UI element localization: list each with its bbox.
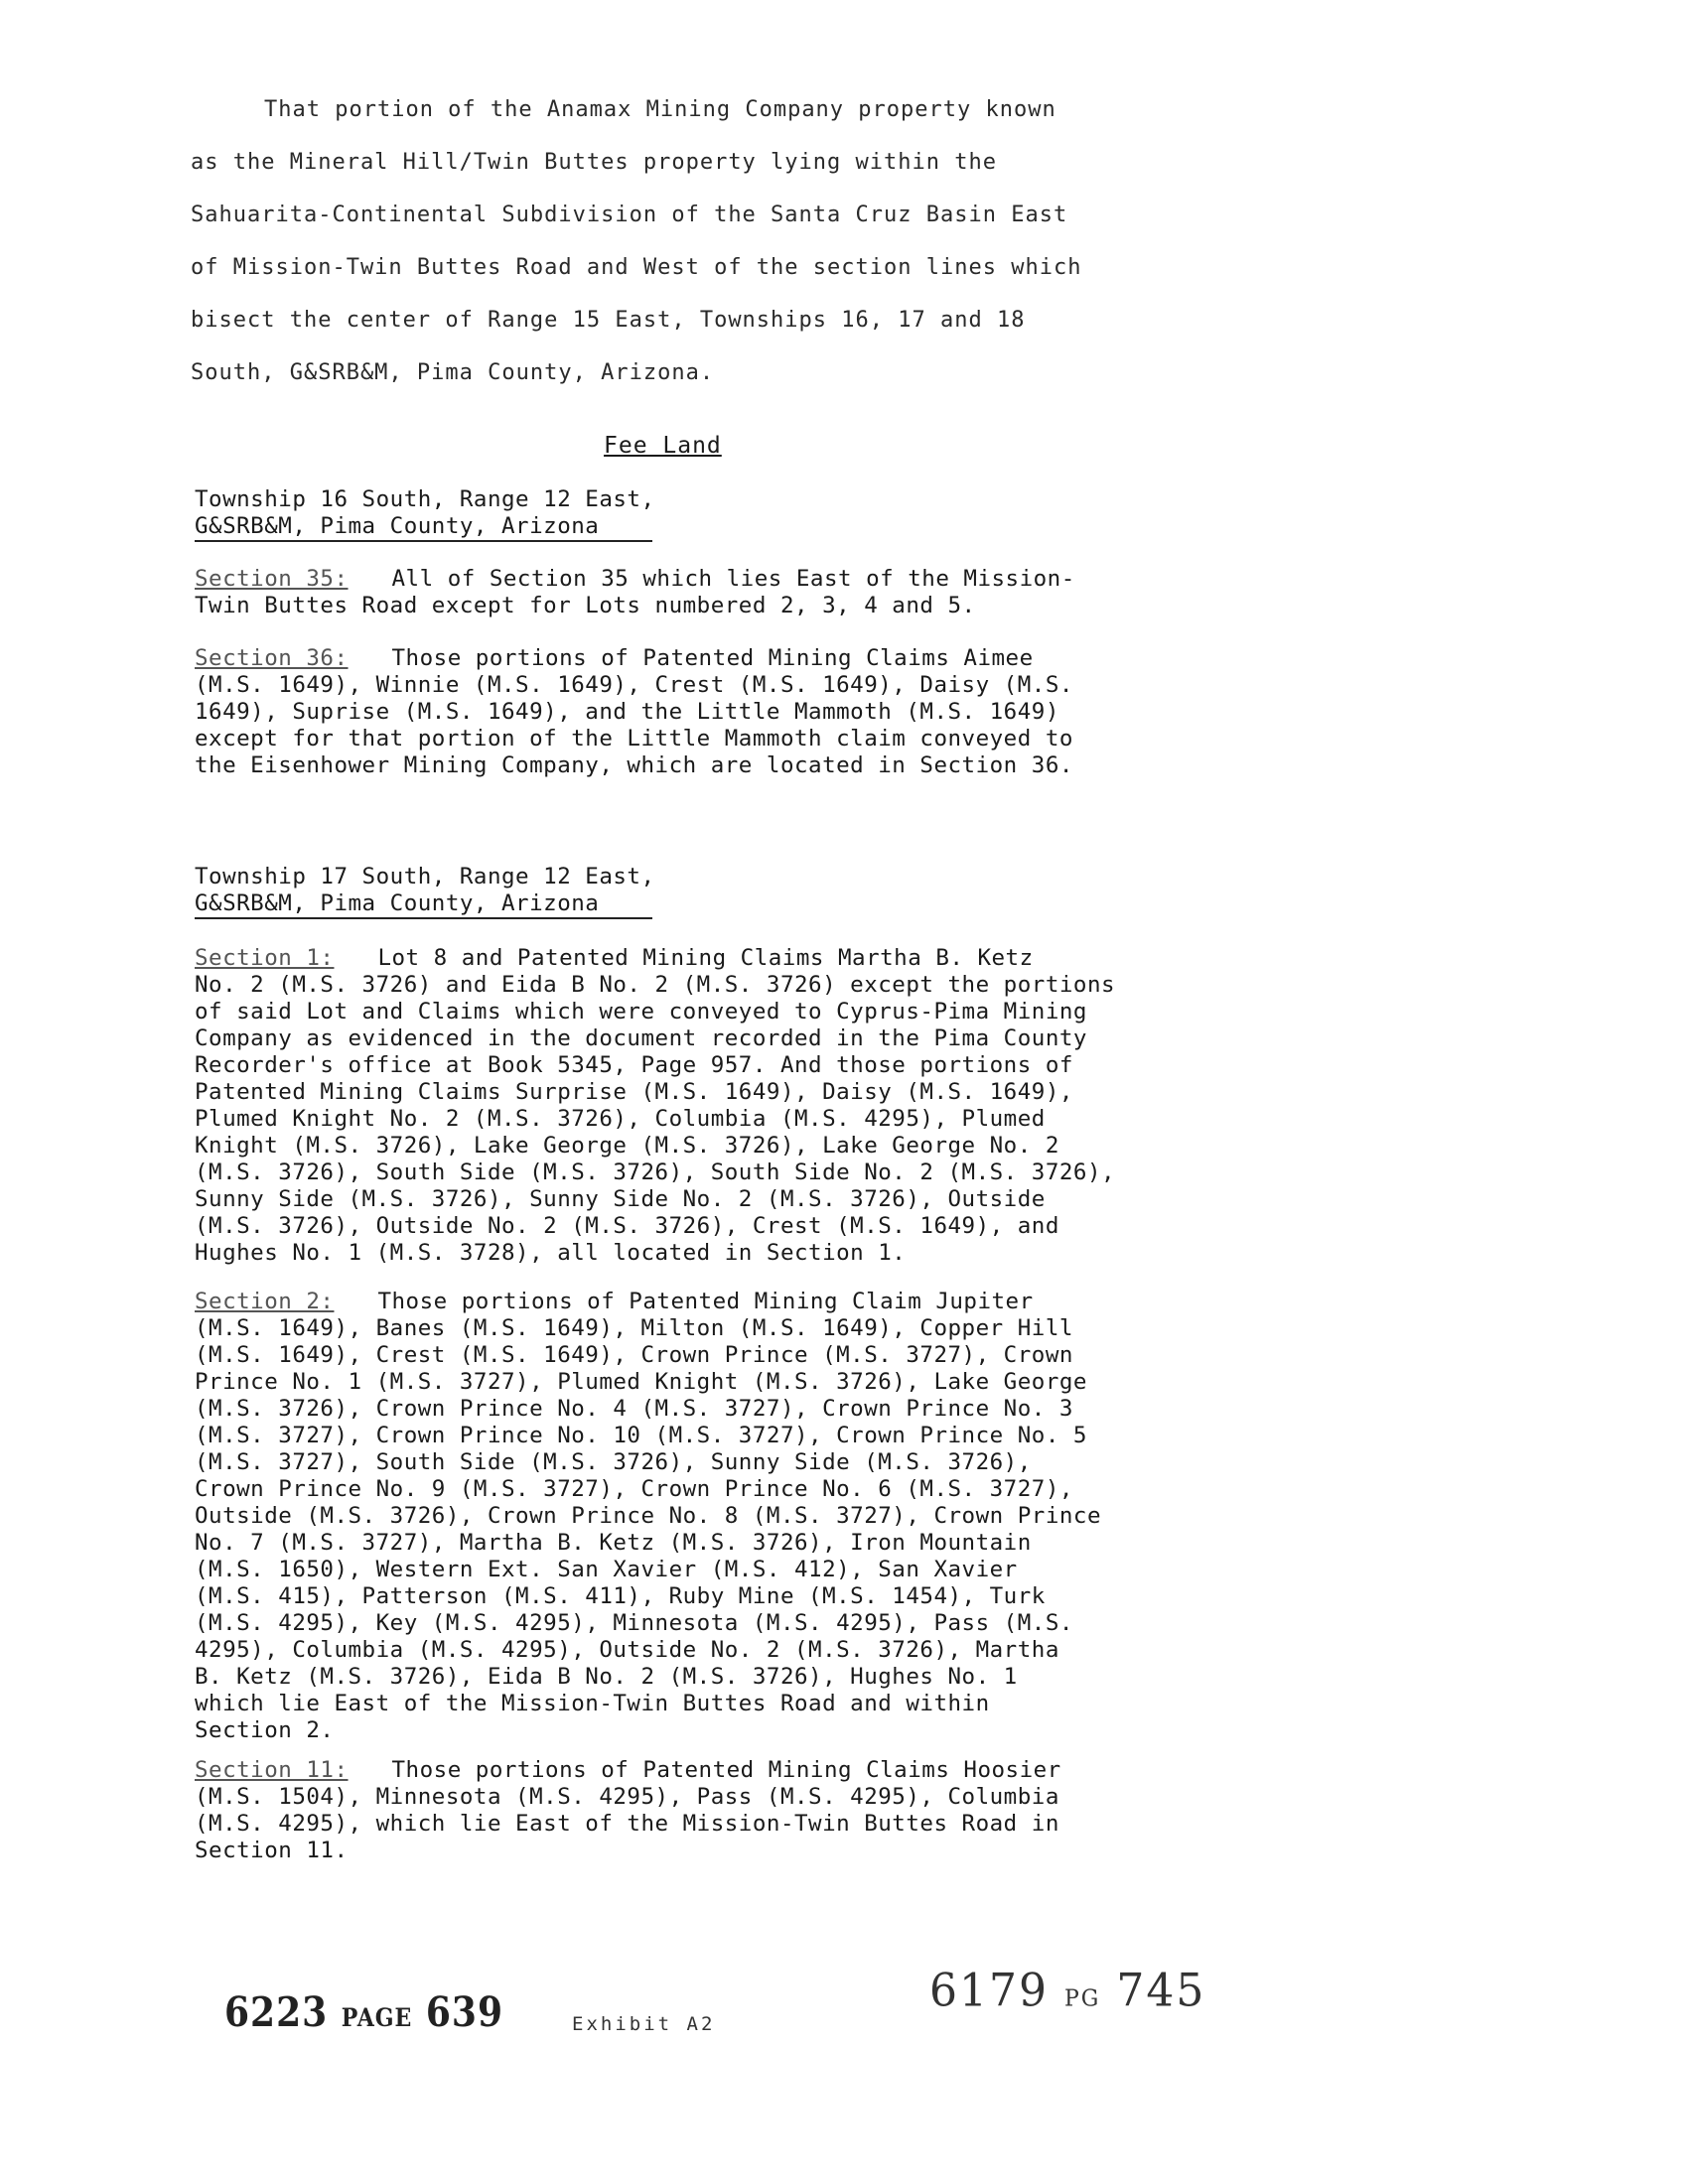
section-label: Section 2: [195,1289,335,1314]
section-2 [195,1289,1247,1744]
stamp-page-number: 745 [1116,1964,1206,2018]
section-text: Those portions of Patented Mining Claim Jupiter [377,1289,1034,1314]
section-text: except for that portion of the Little Mammoth claim conveyed to [195,726,1073,751]
section-text: (M.S. 415), Patterson (M.S. 411), Ruby Mine (M.S. 1454), Turk [195,1583,1046,1609]
stamp-book-number: 6179 [929,1964,1049,2018]
section-11 [195,1757,1247,1864]
township-17-heading [195,864,1247,919]
section-text: Sunny Side (M.S. 3726), Sunny Side No. 2 (M.S. 3726), Outside [195,1186,1046,1212]
section-36 [195,645,1247,779]
section-label: Section 36: [195,645,349,671]
section-35 [195,566,1247,619]
section-text: of said Lot and Claims which were conveyed to Cyprus-Pima Mining [195,999,1087,1024]
recording-stamp-left [224,1988,503,2036]
township-line: Township 17 South, Range 12 East, [195,864,655,889]
section-label: Section 1: [195,945,335,971]
section-text: 1649), Suprise (M.S. 1649), and the Little Mammoth (M.S. 1649) [195,699,1059,725]
section-text: Section 2. [195,1717,335,1743]
intro-line: South, G&SRB&M, Pima County, Arizona. [191,360,715,385]
section-text: Crown Prince No. 9 (M.S. 3727), Crown Prince No. 6 (M.S. 3727), [195,1476,1073,1502]
section-text: (M.S. 4295), Key (M.S. 4295), Minnesota (M.S. 4295), Pass (M.S. [195,1610,1073,1636]
intro-line: bisect the center of Range 15 East, Townships 16, 17 and 18 [191,308,1026,333]
township-16-heading [195,486,1247,542]
recording-stamp-right [929,1965,1205,2018]
section-label: Section 35: [195,566,349,592]
stamp-page-label: PAGE [341,2002,413,2033]
exhibit-label: Exhibit A2 [572,2013,716,2035]
section-text: (M.S. 3727), Crown Prince No. 10 (M.S. 3727), Crown Prince No. 5 [195,1423,1087,1448]
stamp-page-label: PG [1063,1985,1101,2013]
section-text: Company as evidenced in the document recorded in the Pima County [195,1025,1087,1051]
intro-line: Sahuarita-Continental Subdivision of the Santa Cruz Basin East [191,203,1068,227]
section-text: Knight (M.S. 3726), Lake George (M.S. 3726), Lake George No. 2 [195,1133,1059,1159]
section-text: Lot 8 and Patented Mining Claims Martha B. Ketz [377,945,1034,971]
section-text: (M.S. 3726), Outside No. 2 (M.S. 3726), Crest (M.S. 1649), and [195,1213,1059,1239]
intro-line: as the Mineral Hill/Twin Buttes property lying within the [191,150,997,175]
section-text: Outside (M.S. 3726), Crown Prince No. 8 (M.S. 3727), Crown Prince [195,1503,1101,1529]
section-1 [195,945,1247,1267]
section-text: (M.S. 3726), Crown Prince No. 4 (M.S. 3727), Crown Prince No. 3 [195,1396,1073,1422]
section-text: B. Ketz (M.S. 3726), Eida B No. 2 (M.S. 3726), Hughes No. 1 [195,1664,1018,1690]
intro-line: That portion of the Anamax Mining Company property known [264,97,1056,122]
section-text: No. 2 (M.S. 3726) and Eida B No. 2 (M.S. 3726) except the portions [195,972,1116,998]
section-text: (M.S. 3726), South Side (M.S. 3726), South Side No. 2 (M.S. 3726), [195,1160,1116,1185]
section-text: Recorder's office at Book 5345, Page 957. And those portions of [195,1052,1073,1078]
stamp-book-number: 6223 [224,1987,329,2037]
section-text: 4295), Columbia (M.S. 4295), Outside No. 2 (M.S. 3726), Martha [195,1637,1059,1663]
township-line: Township 16 South, Range 12 East, [195,486,655,512]
section-text: Patented Mining Claims Surprise (M.S. 1649), Daisy (M.S. 1649), [195,1079,1073,1105]
section-text: the Eisenhower Mining Company, which are located in Section 36. [195,752,1073,778]
section-text: (M.S. 3727), South Side (M.S. 3726), Sunny Side (M.S. 3726), [195,1449,1032,1475]
section-text: which lie East of the Mission-Twin Buttes Road and within [195,1691,990,1716]
section-text: Those portions of Patented Mining Claims Hoosier [391,1757,1061,1783]
township-line: G&SRB&M, Pima County, Arizona [195,890,652,919]
section-text: (M.S. 1650), Western Ext. San Xavier (M.S. 412), San Xavier [195,1557,1018,1582]
stamp-page-number: 639 [425,1987,504,2037]
section-text: (M.S. 1504), Minnesota (M.S. 4295), Pass (M.S. 4295), Columbia [195,1784,1059,1810]
section-text: All of Section 35 which lies East of the Mission- [391,566,1075,592]
section-text: No. 7 (M.S. 3727), Martha B. Ketz (M.S. 3726), Iron Mountain [195,1530,1032,1556]
section-text: (M.S. 1649), Winnie (M.S. 1649), Crest (M.S. 1649), Daisy (M.S. [195,672,1073,698]
section-text: Section 11. [195,1838,349,1863]
section-text: (M.S. 1649), Crest (M.S. 1649), Crown Prince (M.S. 3727), Crown [195,1342,1073,1368]
section-text: Prince No. 1 (M.S. 3727), Plumed Knight (M.S. 3726), Lake George [195,1369,1087,1395]
intro-paragraph [191,83,1233,399]
section-text: Those portions of Patented Mining Claims Aimee [391,645,1034,671]
section-text: Hughes No. 1 (M.S. 3728), all located in Section 1. [195,1240,907,1266]
township-line: G&SRB&M, Pima County, Arizona [195,513,652,542]
section-text: (M.S. 1649), Banes (M.S. 1649), Milton (M.S. 1649), Copper Hill [195,1315,1073,1341]
section-text: (M.S. 4295), which lie East of the Mission-Twin Buttes Road in [195,1811,1059,1837]
section-text: Plumed Knight No. 2 (M.S. 3726), Columbia (M.S. 4295), Plumed [195,1106,1046,1132]
section-text: Twin Buttes Road except for Lots numbered 2, 3, 4 and 5. [195,593,976,618]
fee-land-heading: Fee Land [604,433,722,459]
intro-line: of Mission-Twin Buttes Road and West of the section lines which [191,255,1082,280]
section-label: Section 11: [195,1757,349,1783]
